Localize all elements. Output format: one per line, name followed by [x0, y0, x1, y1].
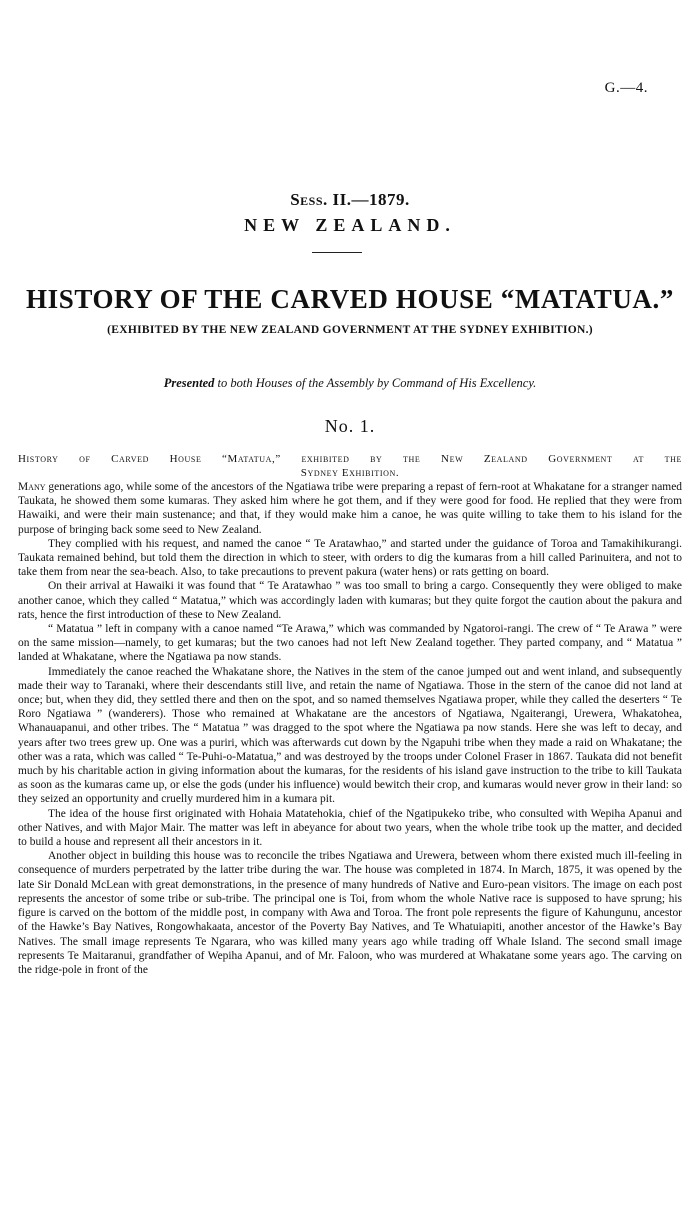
section-heading-line1: History of Carved House “Matatua,” exhibited by the New Zealand Government at the — [18, 453, 682, 465]
body-text — [18, 480, 682, 977]
presented-rest: to both Houses of the Assembly by Command of His Excellency. — [214, 376, 537, 390]
paragraph: “ Matatua ” left in company with a canoe named “Te Arawa,” which was commanded by Ngatoroi-rangi. The crew of “ Te Arawa ” were on the same mission—namely, to get kumaras; but the two canoes had not left New Zealand together. They parted company, and “ Matatua ” landed at Whakatane, where the Ngatiawa pa now stands. — [18, 623, 682, 664]
session-prefix: Sess. — [290, 190, 328, 209]
paragraph: Another object in building this house was to reconcile the tribes Ngatiawa and Urewera, between whom there existed much ill-feeling in consequence of murders perpetrated by the latter tribe during the war. The house was completed in 1874. In March, 1875, it was opened by the late Sir Donald McLean with great demonstrations, in the presence of many hundreds of Native and Euro-pean visitors. The image on each post represents the ancestor of some tribe or sub-tribe. The principal one is Toi, from whom the whole Native race is supposed to have sprung; his figure is carved on the bottom of the middle post, in company with Awa and Toroa. The front pole represents the figure of Kahungunu, ancestor of the Hawke’s Bay Natives, Rongowhakaata, ancestor of the Poverty Bay Natives, and Te Whatuiapiti, another ancestor of the Hawke’s Bay Natives. The small image represents Te Ngarara, who was killed many years ago while trading off Whale Island. The second small image represents Te Maitaranui, grandfather of Wepiha Apanui, and of Mr. Faloon, who was murdered at Whakatane some years ago. The carving on the ridge-pole in front of the — [18, 850, 682, 976]
paragraph — [18, 480, 682, 537]
paragraph-text: generations ago, while some of the ancestors of the Ngatiawa tribe were preparing a repast of fern-root at Whakatane for a stranger named Taukata, he showed them some kumaras. They asked him where he got them, and if they were good for food. He replied that they were from Hawaiki, and were their main sustenance; and that, if they would make him a canoe, he was quite willing to take them to his island for the purpose of bringing back some seed to New Zealand. — [18, 481, 682, 536]
country-heading: NEW ZEALAND. — [244, 215, 456, 235]
paragraph-lead: Many — [18, 481, 46, 493]
divider-rule — [312, 252, 362, 253]
paragraph: They complied with his request, and named the canoe “ Te Aratawhao,” and started under the guidance of Toroa and Tamakihikurangi. Taukata remained behind, but told them the direction in which to steer, with orders to dig the kumaras from a hill called Parinuitera, and not to take them from near the sea-beach. Also, to take precautions to prevent pakura (water hens) or rats getting on board. — [18, 537, 682, 579]
session-line — [0, 190, 700, 210]
document-subtitle: (EXHIBITED BY THE NEW ZEALAND GOVERNMENT AT THE SYDNEY EXHIBITION.) — [107, 324, 593, 336]
document-title: HISTORY OF THE CARVED HOUSE “MATATUA.” — [26, 284, 674, 314]
session-number: II.—1879. — [332, 190, 410, 209]
page-code: G.—4. — [604, 80, 648, 96]
paragraph: Immediately the canoe reached the Whakatane shore, the Natives in the stem of the canoe jumped out and went inland, and subsequently made their way to Taranaki, where their descendants still live, and retain the name of Ngatiawa. Those in the stern of the canoe did not land at once; but, when they did, they settled there and then on the spot, and so named themselves Ngatiawa proper, while they called the deserters “ Te Roro Ngatiawa ” (wanderers). Those who remained at Whakatane are the ancestors of Ngatiawa, Ngaiterangi, Urewera, Whakatohea, Whanauapanui, and other tribes. The “ Matatua ” was dragged to the spot where the Ngatiawa pa now stands. Here she was left to decay, and years after two trees grew up. One was a puriri, which was afterwards cut down by the Ngapuhi tribe when they made a raid on Whakatane; the other was a rata, which was called “ Te-Puhi-o-Matatua,” and was destroyed by the troops under Colonel Fraser in 1867. Taukata did not benefit much by his charitable action in giving information about the kumaras, for the residents of his island gave instruction to the tribe to kill Taukata as soon as the kumaras came up, or else the gods (under his influence) would bewitch their crop, and kumaras would never grow in their land: so they seized an opportunity and cruelly murdered him in a kumara pit. — [18, 665, 682, 806]
section-heading-line2: Sydney Exhibition. — [300, 467, 400, 479]
section-number: No. 1. — [324, 416, 376, 436]
paragraph: The idea of the house first originated with Hohaia Matatehokia, chief of the Ngatipukeko tribe, who consulted with Wepiha Apanui and other Natives, and with Major Mair. The matter was left in abeyance for about two years, when the whole tribe took up the matter, and decided to build a house and represent all their ancestors in it. — [18, 807, 682, 849]
presented-lead: Presented — [163, 376, 215, 390]
presented-line — [0, 376, 700, 391]
paragraph: On their arrival at Hawaiki it was found that “ Te Aratawhao ” was too small to bring a cargo. Consequently they were obliged to make another canoe, which they called “ Matatua,” which was accordingly laden with kumaras; but they quite forgot the caution about the pakura and rats, hence the first introduction of these to New Zealand. — [18, 580, 682, 621]
